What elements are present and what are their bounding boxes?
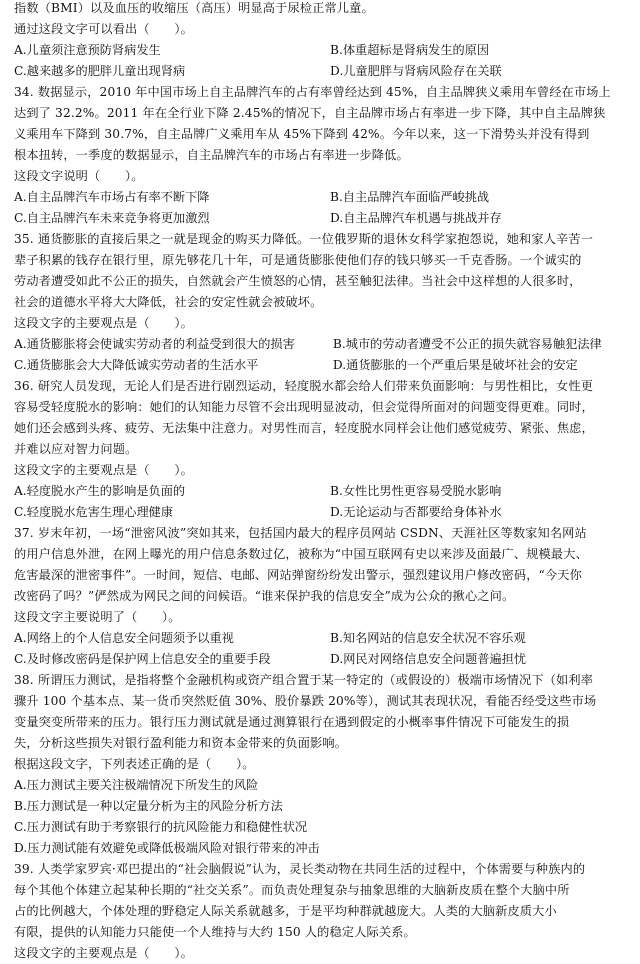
passage-line: 有限，提供的认知能力只能使一个人维持与大约 150 人的稳定人际关系。 bbox=[14, 925, 416, 939]
passage-line: 37. 岁末年初，一场“泄密风波”突如其来，包括国内最大的程序员网站 CSDN、天涯社区等数家知名网站 bbox=[14, 526, 587, 540]
option-a: A.轻度脱水产生的影响是负面的 bbox=[14, 484, 186, 498]
passage-line: 劳动者遭受如此不公正的损失，自然就会产生愤怒的心情，甚至触犯法律。当社会中这样想的人很多时， bbox=[14, 274, 582, 288]
passage-line: 39. 人类学家罗宾·邓巴提出的“社会脑假说”认为，灵长类动物在共同生活的过程中，个体需要与种族内的 bbox=[14, 862, 586, 876]
option-b: B.自主品牌汽车面临严峻挑战 bbox=[330, 190, 490, 204]
option-d: D.通货膨胀的一个严重后果是破坏社会的安定 bbox=[332, 358, 578, 372]
option-row bbox=[14, 61, 636, 82]
passage-line: 容易受轻度脱水的影响：她们的认知能力尽管不会出现明显波动，但会觉得所面对的问题变得更难。同时， bbox=[14, 400, 594, 414]
option-a: A.儿童须注意预防肾病发生 bbox=[14, 43, 161, 57]
option-c: C.通货膨胀会大大降低诚实劳动者的生活水平 bbox=[14, 358, 259, 372]
option-row bbox=[14, 481, 636, 502]
passage-line: 的用户信息外泄，在网上曝光的用户信息条数过亿，被称为“中国互联网有史以来涉及面最广、规模最大、 bbox=[14, 547, 588, 561]
passage-line: 根本扭转，一季度的数据显示，自主品牌汽车的市场占有率进一步降低。 bbox=[14, 148, 409, 162]
option-c: C.自主品牌汽车未来竞争将更加激烈 bbox=[14, 211, 210, 225]
option-d: D.无论运动与否都要给身体补水 bbox=[330, 505, 502, 519]
option-b: B.知名网站的信息安全状况不容乐观 bbox=[330, 631, 526, 645]
passage-line: 她们还会感到头疼、疲劳、无法集中注意力。对男性而言，轻度脱水同样会让他们感觉疲劳、紧张、焦虑， bbox=[14, 421, 594, 435]
exam-page bbox=[14, 0, 636, 964]
passage-line: 骤升 100 个基本点、某一货币突然贬值 30%、股价暴跌 20%等），测试其表现状况，看能否经受这些市场 bbox=[14, 694, 597, 708]
option-row bbox=[14, 40, 636, 61]
passage-line: 指数（BMI）以及血压的收缩压（高压）明显高于尿检正常儿童。 bbox=[14, 1, 374, 15]
question-stem: 这段文字的主要观点是（ ）。 bbox=[14, 316, 193, 330]
option-d: D.压力测试能有效避免或降低极端风险对银行带来的冲击 bbox=[14, 841, 320, 855]
passage-line: 危害最深的泄密事件”。一时间，短信、电邮、网站弹窗纷纷发出警示，强烈建议用户修改密码，“今天你 bbox=[14, 568, 582, 582]
question-stem: 这段文字的主要观点是（ ）。 bbox=[14, 946, 193, 960]
option-a: A.自主品牌汽车市场占有率不断下降 bbox=[14, 190, 210, 204]
option-c: C.轻度脱水危害生理心理健康 bbox=[14, 505, 174, 519]
passage-line: 34. 数据显示，2010 年中国市场上自主品牌汽车的占有率曾经达到 45%，自主品牌狭义乘用车曾经在市场上 bbox=[14, 85, 611, 99]
option-row bbox=[14, 334, 636, 355]
passage-line: 改密码了吗？”俨然成为网民之间的问候语。“谁来保护我的信息安全”成为公众的揪心之问。 bbox=[14, 589, 515, 603]
passage-line: 失，分析这些损失对银行盈利能力和资本金带来的负面影响。 bbox=[14, 736, 348, 750]
option-d: D.儿童肥胖与肾病风险存在关联 bbox=[330, 64, 502, 78]
option-b: B.压力测试是一种以定量分析为主的风险分析方法 bbox=[14, 799, 283, 813]
passage-line: 35. 通货膨胀的直接后果之一就是现金的购买力降低。一位俄罗斯的退休女科学家抱怨说，她和家人辛苦一 bbox=[14, 232, 594, 246]
option-b: B.城市的劳动者遭受不公正的损失就容易触犯法律 bbox=[332, 337, 602, 351]
option-a: A.压力测试主要关注极端情况下所发生的风险 bbox=[14, 778, 259, 792]
option-c: C.越来越多的肥胖儿童出现肾病 bbox=[14, 64, 186, 78]
passage-line: 达到了 32.2%。2011 年在全行业下降 2.45%的情况下，自主品牌市场占有率进一步下降，其中自主品牌狭 bbox=[14, 106, 606, 120]
passage-line: 义乘用车下降到 30.7%，自主品牌广义乘用车从 45%下降到 42%。今年以来，这一下滑势头并没有得到 bbox=[14, 127, 590, 141]
option-row bbox=[14, 208, 636, 229]
question-stem: 根据这段文字，下列表述正确的是（ ）。 bbox=[14, 757, 255, 771]
passage-line: 变量突变所带来的压力。银行压力测试就是通过测算银行在遇到假定的小概率事件情况下可能发生的损 bbox=[14, 715, 570, 729]
option-row bbox=[14, 628, 636, 649]
option-row bbox=[14, 355, 636, 376]
option-row bbox=[14, 187, 636, 208]
option-b: B.体重超标是肾病发生的原因 bbox=[330, 43, 490, 57]
passage-line: 辈子积累的钱存在银行里，原先够花几十年，可是通货膨胀使他们存的钱只够买一千克香肠。一个诚实的 bbox=[14, 253, 582, 267]
option-c: C.及时修改密码是保护网上信息安全的重要手段 bbox=[14, 652, 271, 666]
passage-line: 每个其他个体建立起某种长期的“社交关系”。而负责处理复杂与抽象思维的大脑新皮质在整个大脑中所 bbox=[14, 883, 570, 897]
question-stem: 这段文字说明（ ）。 bbox=[14, 169, 144, 183]
option-c: C.压力测试有助于考察银行的抗风险能力和稳健性状况 bbox=[14, 820, 308, 834]
passage-line: 36. 研究人员发现，无论人们是否进行剧烈运动，轻度脱水都会给人们带来负面影响：与男性相比，女性更 bbox=[14, 379, 594, 393]
passage-line: 通过这段文字可以看出（ ）。 bbox=[14, 22, 193, 36]
question-stem: 这段文字的主要观点是（ ）。 bbox=[14, 463, 193, 477]
question-stem: 这段文字主要说明了（ ）。 bbox=[14, 610, 181, 624]
option-row bbox=[14, 502, 636, 523]
option-row bbox=[14, 649, 636, 670]
passage-line: 社会的道德水平将大大降低，社会的安定性就会被破坏。 bbox=[14, 295, 323, 309]
option-a: A.通货膨胀将会使诚实劳动者的利益受到很大的损害 bbox=[14, 337, 295, 351]
option-d: D.自主品牌汽车机遇与挑战并存 bbox=[330, 211, 502, 225]
passage-line: 并难以应对智力问题。 bbox=[14, 442, 138, 456]
option-b: B.女性比男性更容易受脱水影响 bbox=[330, 484, 502, 498]
option-a: A.网络上的个人信息安全问题须予以重视 bbox=[14, 631, 234, 645]
passage-line: 38. 所谓压力测试，是指将整个金融机构或资产组合置于某一特定的（或假设的）极端市场情况下（如利率 bbox=[14, 673, 594, 687]
passage-line: 占的比例越大，个体处理的野稳定人际关系就越多，于是平均种群就越庞大。人类的大脑新皮质大小 bbox=[14, 904, 557, 918]
option-d: D.网民对网络信息安全问题普遍担忧 bbox=[330, 652, 527, 666]
